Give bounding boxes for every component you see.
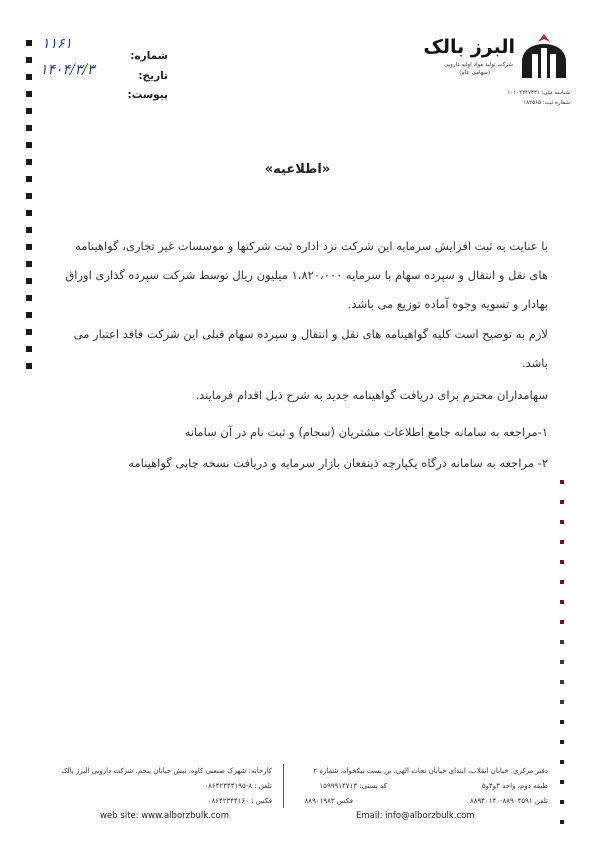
email-link[interactable]: Email: info@alborzbulk.com xyxy=(356,811,475,821)
office-address-unit: طبقه دوم، واحد ۳و۴و۵ xyxy=(481,782,548,790)
factory-phone: تلفن : ۸-۰۸۶۴۲۳۴۴۱۹۵ xyxy=(204,782,272,790)
brand-type: (سهامی عام) xyxy=(459,70,490,76)
brand-subtitle: شرکت تولید مواد اولیه دارویی xyxy=(444,62,513,68)
paragraph-instructions: سهامداران محترم برای دریافت گواهینامه جدید به شرح ذیل اقدام فرمایند. xyxy=(195,388,548,402)
date-label: تاریخ: xyxy=(138,70,168,82)
website-link[interactable]: web site: www.alborzbulk.com xyxy=(100,811,230,821)
national-id: شناسه ملی: ۱۰۱۰۲۲۴۷۳۳۱ xyxy=(507,90,570,96)
handwritten-letter-number: ۱۱۶۱ xyxy=(42,36,73,52)
factory-fax: فکس : ۰۸۶۴۲۳۴۴۱۶۰ xyxy=(207,797,272,805)
registration-number: شماره ثبت: ۱۸۲۵۶۵ xyxy=(523,100,570,106)
office-fax: فکس ۸۸۹۰۱۹۸۳ xyxy=(304,797,353,805)
paragraph-old-certificates: لازم به توضیح است کلیه گواهینامه های نقل و انتقال و سپرده سهام قبلی این شرکت فاقد اعتبار می باشد. xyxy=(73,327,548,370)
number-label: شماره: xyxy=(130,50,168,62)
list-item-sejam: ۱-مراجعه به سامانه جامع اطلاعات مشتریان (سجام) و ثبت نام در آن سامانه xyxy=(184,425,548,439)
attachment-label: پیوست: xyxy=(127,89,168,101)
notice-title: «اطلاعیه» xyxy=(264,162,331,177)
list-item-stakeholders-portal: ۲- مراجعه به سامانه درگاه یکپارچه ذینفعان بازار سرمایه و دریافت نسخه چاپی گواهینامه xyxy=(128,456,548,470)
paragraph-capital-increase: با عنایت به ثبت افزایش سرمایه این شرکت نزد اداره ثبت شرکتها و موسسات غیر تجاری، گواهینامه های نقل و انتقال و سپرده سهام با سرمایه ۱،۸۲۰،۰۰۰ میلیون ریال توسط شرکت سپرده گذاری اوراق بهادار و تسویه وجوه آماده توزیع می باشد. xyxy=(65,239,548,311)
office-address: دفتر مرکزی: خیابان انقلاب، ابتدای خیابان نجات الهی، بن بست نیکخواه، شماره ۲ xyxy=(313,767,548,775)
factory-address: کارخانه: شهرک صنعتی کاوه، نبش خیابان پنجم، شرکت دارویی البرز بالک xyxy=(61,767,272,775)
office-postal-code: کد پستی: ۱۵۹۹۹۱۴۷۱۳ xyxy=(319,782,387,790)
handwritten-letter-date: ۱۴۰۴/۳/۳ xyxy=(40,62,95,78)
brand-name: البرز بالک xyxy=(423,36,515,58)
company-logo-icon xyxy=(518,32,570,80)
office-phone: تلفن ۸۸۹۰۴۵۹۱-۸۸۹۴۰۱۴۰ xyxy=(469,797,548,805)
footer-divider xyxy=(283,764,284,808)
